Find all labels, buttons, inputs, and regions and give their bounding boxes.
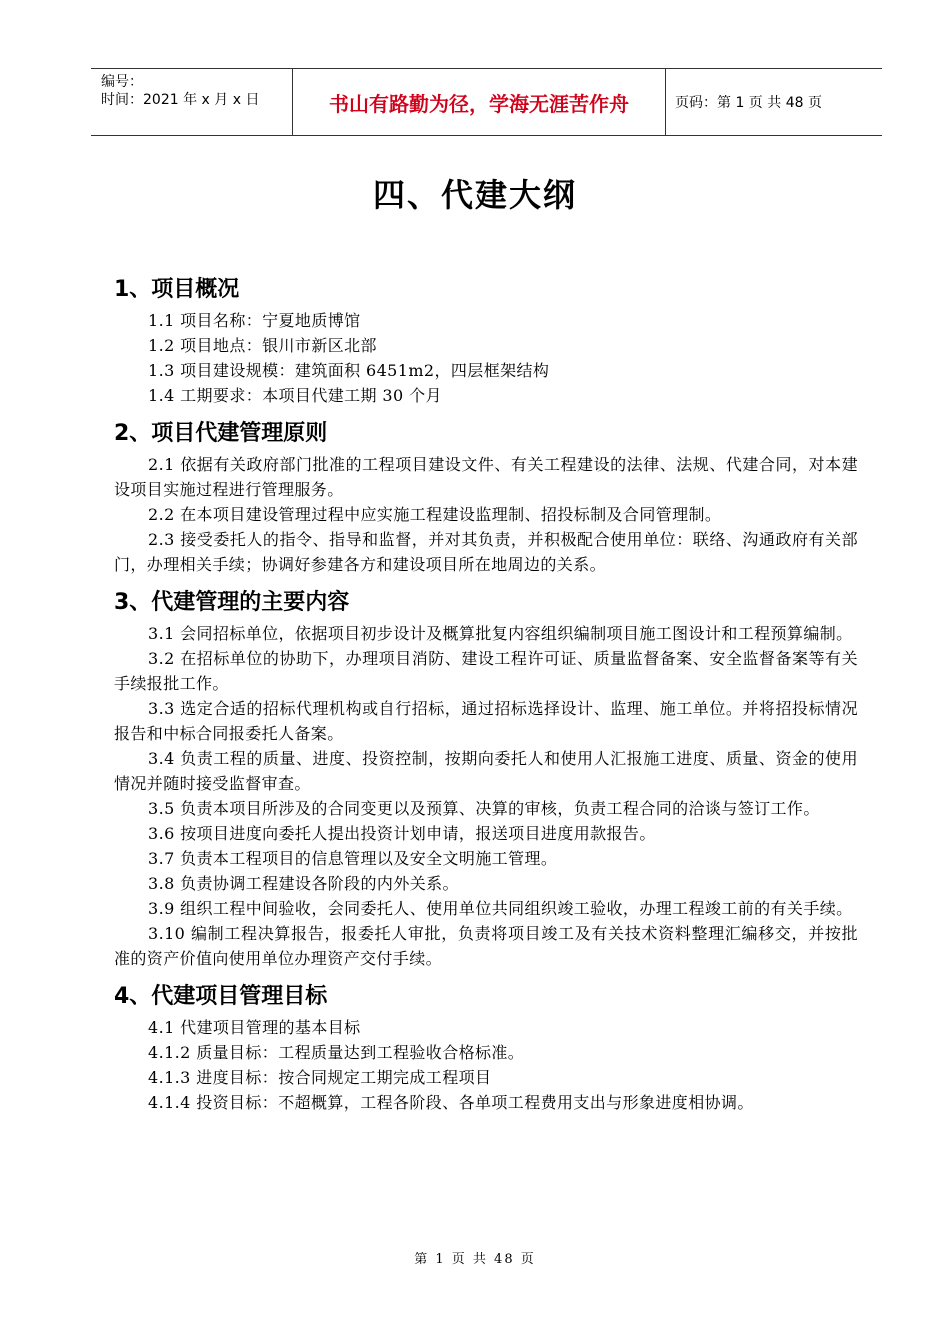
paragraph: 3.10 编制工程决算报告，报委托人审批，负责将项目竣工及有关技术资料整理汇编移交，并按批准的资产价值向使用单位办理资产交付手续。 — [114, 924, 858, 968]
paragraph: 4.1 代建项目管理的基本目标 — [148, 1018, 361, 1037]
section-3 — [114, 589, 858, 971]
paragraph: 2.1 依据有关政府部门批准的工程项目建设文件、有关工程建设的法律、法规、代建合同，对本建设项目实施过程进行管理服务。 — [114, 455, 858, 499]
header-left-cell — [91, 69, 292, 135]
paragraph: 1.1 项目名称：宁夏地质博馆 — [148, 311, 361, 330]
paragraph: 2.2 在本项目建设管理过程中应实施工程建设监理制、招投标制及合同管理制。 — [148, 505, 722, 524]
paragraph: 3.9 组织工程中间验收，会同委托人、使用单位共同组织竣工验收，办理工程竣工前的有关手续。 — [148, 899, 853, 918]
paragraph: 1.4 工期要求：本项目代建工期 30 个月 — [148, 386, 442, 405]
section-1 — [114, 276, 858, 408]
paragraph: 3.1 会同招标单位，依据项目初步设计及概算批复内容组织编制项目施工图设计和工程预算编制。 — [148, 624, 853, 643]
paragraph: 3.3 选定合适的招标代理机构或自行招标，通过招标选择设计、监理、施工单位。并将招投标情况报告和中标合同报委托人备案。 — [114, 699, 858, 743]
paragraph: 4.1.3 进度目标：按合同规定工期完成工程项目 — [148, 1068, 492, 1087]
paragraph: 4.1.4 投资目标：不超概算，工程各阶段、各单项工程费用支出与形象进度相协调。 — [148, 1093, 754, 1112]
motto: 书山有路勤为径，学海无涯苦作舟 — [292, 69, 666, 135]
section-title: 4、代建项目管理目标 — [114, 984, 328, 1009]
paragraph: 3.2 在招标单位的协助下，办理项目消防、建设工程许可证、质量监督备案、安全监督备案等有关手续报批工作。 — [114, 649, 858, 693]
time-label: 时间：2021 年 x 月 x 日 — [101, 92, 260, 108]
number-label: 编号： — [101, 74, 143, 90]
paragraph: 3.5 负责本项目所涉及的合同变更以及预算、决算的审核，负责工程合同的洽谈与签订工作。 — [148, 799, 820, 818]
section-title: 2、项目代建管理原则 — [114, 421, 328, 446]
document-title: 四、代建大纲 — [372, 176, 577, 214]
paragraph: 2.3 接受委托人的指令、指导和监督，并对其负责，并积极配合使用单位：联络、沟通政府有关部门，办理相关手续；协调好参建各方和建设项目所在地周边的关系。 — [114, 530, 858, 574]
page-label: 页码：第 1 页 共 48 页 — [675, 95, 822, 111]
section-title: 3、代建管理的主要内容 — [114, 590, 350, 615]
paragraph: 3.6 按项目进度向委托人提出投资计划申请，报送项目进度用款报告。 — [148, 824, 656, 843]
paragraph: 1.2 项目地点：银川市新区北部 — [148, 336, 377, 355]
paragraph: 3.7 负责本工程项目的信息管理以及安全文明施工管理。 — [148, 849, 558, 868]
section-title: 1、项目概况 — [114, 277, 240, 302]
page-footer: 第 1 页 共 48 页 — [414, 1252, 536, 1267]
section-2 — [114, 420, 858, 577]
header-table — [91, 68, 882, 136]
paragraph: 4.1.2 质量目标：工程质量达到工程验收合格标准。 — [148, 1043, 525, 1062]
paragraph: 3.8 负责协调工程建设各阶段的内外关系。 — [148, 874, 459, 893]
document-body — [114, 268, 858, 1115]
paragraph: 1.3 项目建设规模：建筑面积 6451m2，四层框架结构 — [148, 361, 550, 380]
section-4 — [114, 983, 858, 1115]
paragraph: 3.4 负责工程的质量、进度、投资控制，按期向委托人和使用人汇报施工进度、质量、资金的使用情况并随时接受监督审查。 — [114, 749, 858, 793]
